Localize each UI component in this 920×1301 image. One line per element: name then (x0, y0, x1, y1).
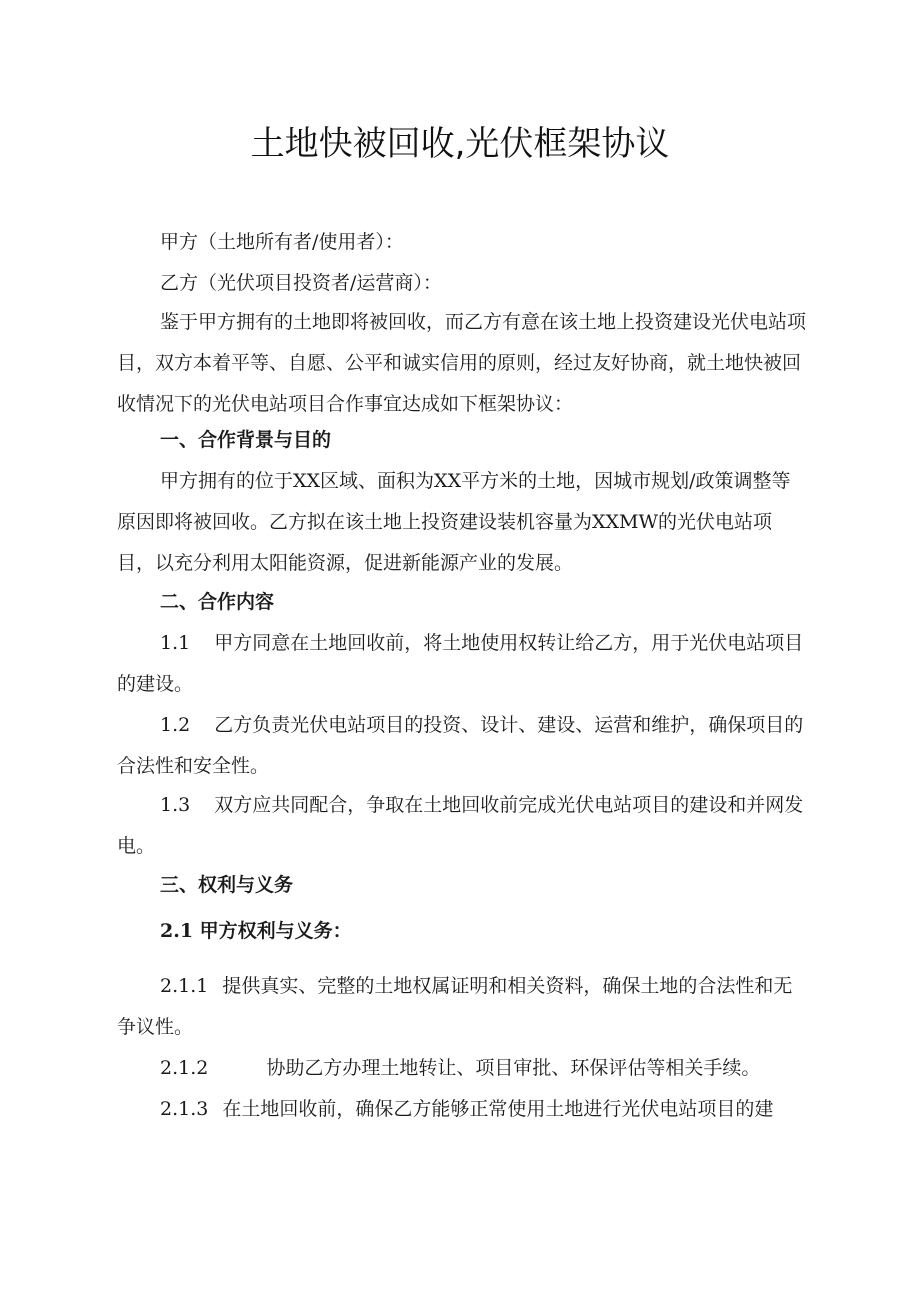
section-1-heading: 一、合作背景与目的 (160, 429, 332, 451)
clause-text: 双方应共同配合，争取在土地回收前完成光伏电站项目的建设和并网发电。 (117, 794, 804, 857)
document-title: 土地快被回收,光伏框架协议 (250, 124, 670, 164)
clause-2-1-2 (117, 1048, 807, 1089)
clause-1-1 (117, 623, 807, 705)
clause-number: 2.1.2 (160, 1057, 209, 1079)
subsection-2-1-heading: 2.1 甲方权利与义务： (160, 920, 352, 942)
clause-text: 提供真实、完整的土地权属证明和相关资料，确保土地的合法性和无争议性。 (117, 975, 793, 1038)
clause-2-1-1 (117, 966, 807, 1048)
clause-text: 甲方同意在土地回收前，将土地使用权转让给乙方，用于光伏电站项目的建设。 (117, 632, 804, 695)
clause-number: 1.3 (160, 794, 191, 816)
preamble-paragraph: 鉴于甲方拥有的土地即将被回收，而乙方有意在该土地上投资建设光伏电站项目，双方本着平等、自愿、公平和诚实信用的原则，经过友好协商，就土地快被回收情况下的光伏电站项目合作事宜达成如下框架协议： (117, 311, 807, 415)
section-3-heading: 三、权利与义务 (160, 874, 294, 896)
party-a-line: 甲方（土地所有者/使用者）： (160, 231, 404, 253)
clause-1-3 (117, 785, 807, 867)
clause-number: 2.1.1 (160, 975, 209, 997)
clause-number: 1.2 (160, 714, 191, 736)
clause-1-2 (117, 705, 807, 787)
clause-text: 在土地回收前，确保乙方能够正常使用土地进行光伏电站项目的建 (222, 1098, 774, 1120)
clause-2-1-3 (117, 1089, 807, 1130)
section-1-body: 甲方拥有的位于XX区域、面积为XX平方米的土地，因城市规划/政策调整等原因即将被回收。乙方拟在该土地上投资建设装机容量为XXMW的光伏电站项目，以充分利用太阳能资源，促进新能源产业的发展。 (117, 470, 791, 574)
section-2-heading: 二、合作内容 (160, 591, 275, 613)
party-b-line: 乙方（光伏项目投资者/运营商）： (160, 272, 442, 294)
clause-number: 1.1 (160, 632, 191, 654)
clause-text: 协助乙方办理土地转让、项目审批、环保评估等相关手续。 (266, 1057, 761, 1079)
clause-text: 乙方负责光伏电站项目的投资、设计、建设、运营和维护，确保项目的合法性和安全性。 (117, 714, 804, 777)
clause-number: 2.1.3 (160, 1098, 209, 1120)
